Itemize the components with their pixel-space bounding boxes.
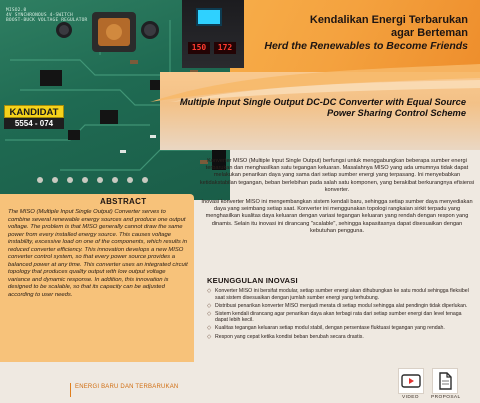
banner-swoosh (150, 62, 480, 102)
description-paragraph: Inovasi konverter MISO ini mengembangkan sistem kendali baru, sehingga setiap sumber daya menyediakan daya yang seimbang setiap saat. Konverter ini menggunakan topologi rangkaian sirkit terpadu yang menghasilkan kualitas daya keluaran dengan variasi tegangan keluaran yang rendah dengan respon yang dinamis. Selain itu inovasi ini dirancang "scalable", sehingga kapasitasnya dapat disesuaikan dengan kebutuhan pengguna. (201, 199, 473, 234)
title-indonesian (228, 14, 468, 39)
pcb-silkscreen-line: 4V SYNCHRONOUS 4-SWITCH (6, 13, 73, 18)
pcb-silkscreen-line: BOOST-BUCK VOLTAGE REGULATOR (6, 18, 88, 23)
advantages-list (207, 288, 475, 342)
candidate-code: 5554 - 074 (4, 118, 64, 129)
video-icon (399, 369, 423, 393)
advantage-item: ◇ Konverter MISO ini bersifat modular, setiap sumber energi akan dihubungkan ke satu modul sehingga fleksibel saat sistem disesuaikan dengan jumlah sumber energi yang terhubung. (207, 288, 475, 301)
proposal-icon (433, 369, 457, 393)
video-tile[interactable] (398, 368, 424, 394)
title-indonesian-line2: agar Berteman (390, 26, 468, 39)
abstract-heading: ABSTRACT (100, 197, 147, 206)
abstract-text: The MISO (Multiple Input Single Output) Converter serves to combine several renewable energy sources and produce one output voltage. The problem is that MISO generally cannot draw the same power from every installed energy source. This causes voltage instability, excessive load on one of the components, which results in reduced converter efficiency. This innovation develops a new MISO converter control system, so that every power source provides a balanced power at any time. This converter uses an integrated circuit topology that produces quality output with low output voltage variance and dynamic response. In addition, this innovation is designed to be scalable, so that its capacity can be adjusted according to user needs. (8, 209, 188, 298)
video-label: VIDEO (402, 395, 419, 400)
meter-readout-left: 150 (188, 42, 210, 54)
advantage-item: ◇ Kualitas tegangan keluaran setiap modul stabil, dengan persentase fluktuasi tegangan yang rendah. (207, 325, 475, 332)
footer-category: ENERGI BARU DAN TERBARUKAN (75, 384, 179, 390)
description-section (198, 158, 476, 240)
footer-divider (70, 383, 71, 397)
pcb-silkscreen-line: MISO2.0 (6, 8, 27, 13)
meter-screen (196, 8, 222, 26)
advantage-item: ◇ Distribusi penarikan konverter MISO menjadi merata di setiap modul sehingga alat pendingin tidak diperlukan. (207, 303, 475, 310)
project-subtitle-line1: Multiple Input Single Output DC-DC Converter with Equal Source (179, 97, 466, 107)
proposal-label: PROPOSAL (431, 395, 461, 400)
advantage-item: ◇ Sistem kendali dirancang agar penarikan daya akan terbagi rata dari setiap sumber energi dan level tenaga dapat lebih kecil. (207, 311, 475, 324)
title-english: Herd the Renewables to Become Friends (264, 40, 468, 52)
advantage-item: ◇ Respon yang cepat ketika kondisi beban berubah secara drastis. (207, 334, 475, 341)
pcb-silkscreen (6, 8, 87, 23)
meter-readout-right: 172 (214, 42, 236, 54)
advantages-heading: KEUNGGULAN INOVASI (207, 276, 298, 285)
project-subtitle (156, 97, 466, 119)
proposal-tile[interactable] (432, 368, 458, 394)
title-indonesian-line1: Kendalikan Energi Terbarukan (309, 14, 468, 26)
project-subtitle-line2: Power Sharing Control Scheme (327, 108, 466, 118)
description-paragraph: Konverter MISO (Multiple Input Single Output) berfungsi untuk menggabungkan beberapa sumber energi terbarukan dan menghasilkan satu tegangan keluaran. Masalahnya MISO yang ada umumnya tidak dapat melakukan penarikan daya yang sama dari setiap sumber energi yang terpasang. Ini menyebabkan ketidakstabilan tegangan, beban berlebihan pada salah satu komponen, yang berakibat berkurangnya efisiensi konverter. (199, 158, 475, 193)
candidate-badge (4, 105, 64, 129)
candidate-label: KANDIDAT (4, 105, 64, 118)
